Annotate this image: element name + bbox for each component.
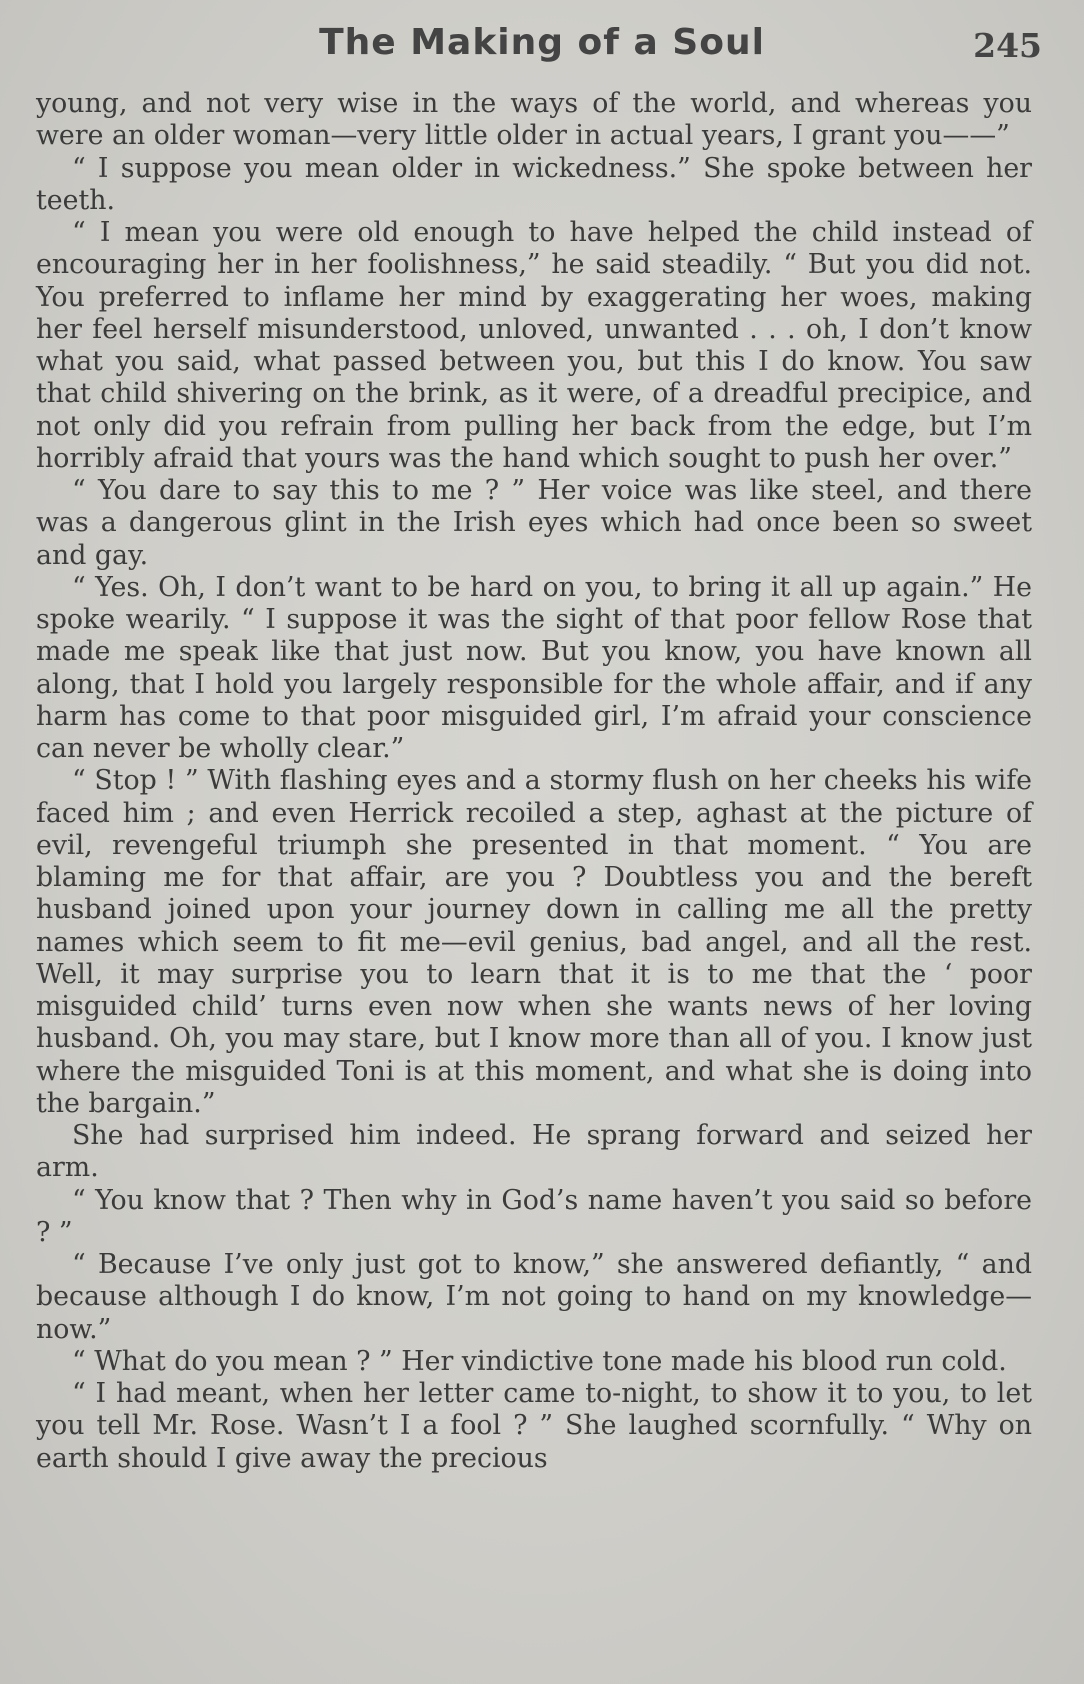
running-title: The Making of a Soul xyxy=(319,22,765,63)
paragraph: “ You know that ? Then why in God’s name haven’t you said so before ? ” xyxy=(36,1184,1032,1248)
paragraph: “ I had meant, when her letter came to-night, to show it to you, to let you tell Mr. Rose. Wasn’t I a fool ? ” She laughed scornfully. “ Why on earth should I give away the precious xyxy=(36,1378,1032,1474)
paragraph: “ Because I’ve only just got to know,” she answered defiantly, “ and because although I do know, I’m not going to hand on my knowledge—now.” xyxy=(36,1249,1032,1345)
page-number: 245 xyxy=(973,26,1042,65)
paragraph: “ You dare to say this to me ? ” Her voice was like steel, and there was a dangerous glint in the Irish eyes which had once been so sweet and gay. xyxy=(36,475,1032,571)
body-text xyxy=(36,88,1032,1475)
paragraph: “ Yes. Oh, I don’t want to be hard on you, to bring it all up again.” He spoke wearily. “ I suppose it was the sight of that poor fellow Rose that made me speak like that just now. But you know, you have known all along, that I hold you largely responsible for the whole affair, and if any harm has come to that poor misguided girl, I’m afraid your conscience can never be wholly clear.” xyxy=(36,571,1032,764)
paragraph: “ What do you mean ? ” Her vindictive tone made his blood run cold. xyxy=(72,1345,1007,1377)
paragraph: young, and not very wise in the ways of the world, and whereas you were an older woman—very little older in actual years, I grant you——” xyxy=(36,88,1032,152)
paragraph: “ I mean you were old enough to have helped the child instead of encouraging her in her foolishness,” he said steadily. “ But you did not. You preferred to inflame her mind by exaggerating her woes, making her feel herself misunderstood, unloved, unwanted . . . oh, I don’t know what you said, what passed between you, but this I do know. You saw that child shivering on the brink, as it were, of a dreadful precipice, and not only did you refrain from pulling her back from the edge, but I’m horribly afraid that yours was the hand which sought to push her over.” xyxy=(36,217,1032,474)
page-header xyxy=(36,16,1048,72)
paragraph: She had surprised him indeed. He sprang forward and seized her arm. xyxy=(36,1120,1032,1184)
paragraph: “ I suppose you mean older in wickedness.” She spoke between her teeth. xyxy=(36,152,1032,216)
paragraph: “ Stop ! ” With flashing eyes and a stormy flush on her cheeks his wife faced him ; and even Herrick recoiled a step, aghast at the picture of evil, revengeful triumph she presented in that moment. “ You are blaming me for that affair, are you ? Doubtless you and the bereft husband joined upon your journey down in calling me all the pretty names which seem to fit me—evil genius, bad angel, and all the rest. Well, it may surprise you to learn that it is to me that the ‘ poor misguided child’ turns even now when she wants news of her loving husband. Oh, you may stare, but I know more than all of you. I know just where the misguided Toni is at this moment, and what she is doing into the bargain.” xyxy=(36,765,1032,1119)
